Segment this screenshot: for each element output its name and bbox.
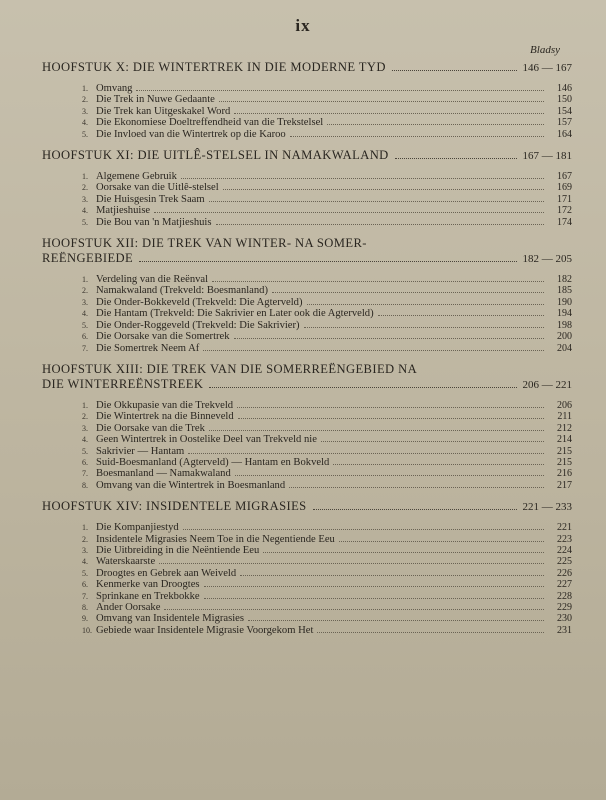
chapter-title-continued: DIE WINTERREËNSTREEK bbox=[42, 376, 204, 391]
toc-entry bbox=[82, 205, 572, 216]
entry-page: 226 bbox=[557, 567, 572, 579]
entry-title: Namakwaland (Trekveld: Boesmanland) bbox=[96, 285, 269, 297]
toc-entry bbox=[82, 297, 572, 308]
toc-entry bbox=[82, 83, 572, 94]
entry-page: 228 bbox=[557, 590, 572, 602]
toc-entry bbox=[82, 194, 572, 205]
chapter-title-continued: REËNGEBIEDE bbox=[42, 251, 134, 266]
chapter-page-range: 146 — 167 bbox=[522, 62, 572, 74]
entry-number: 2. bbox=[82, 534, 88, 544]
entry-title: Die Oorsake van die Trek bbox=[96, 422, 205, 434]
toc-entry bbox=[82, 274, 572, 285]
entry-number: 5. bbox=[82, 129, 88, 139]
entry-title: Sprinkane en Trekbokke bbox=[96, 590, 200, 602]
leader-dots bbox=[395, 158, 517, 159]
entry-page: 198 bbox=[557, 319, 572, 331]
entry-title: Insidentele Migrasies Neem Toe in die Negentiende Eeu bbox=[96, 533, 335, 545]
toc-entry bbox=[82, 94, 572, 105]
table-of-contents bbox=[42, 60, 572, 644]
entry-title: Die Huisgesin Trek Saam bbox=[96, 193, 205, 205]
entry-number: 3. bbox=[82, 194, 88, 204]
leader-dots bbox=[321, 441, 544, 442]
toc-entry bbox=[82, 285, 572, 296]
chapter-title: HOOFSTUK XII: DIE TREK VAN WINTER- NA SOMER- bbox=[42, 236, 367, 251]
toc-entry bbox=[82, 568, 572, 579]
entry-title: Geen Wintertrek in Oostelike Deel van Trekveld nie bbox=[96, 434, 317, 446]
entry-page: 217 bbox=[557, 479, 572, 491]
entry-page: 190 bbox=[557, 296, 572, 308]
entry-title: Verdeling van die Reënval bbox=[96, 274, 209, 286]
entry-page: 225 bbox=[557, 556, 572, 568]
entry-title: Matjieshuise bbox=[96, 205, 151, 217]
entry-number: 2. bbox=[82, 412, 88, 422]
entry-page: 215 bbox=[557, 456, 572, 468]
entry-page: 194 bbox=[557, 308, 572, 320]
chapter-page-range: 206 — 221 bbox=[522, 378, 572, 391]
entry-title: Die Uitbreiding in die Neëntiende Eeu bbox=[96, 544, 260, 556]
leader-dots bbox=[136, 90, 544, 91]
leader-dots bbox=[263, 552, 544, 553]
entry-number: 3. bbox=[82, 297, 88, 307]
entry-page: 182 bbox=[557, 274, 572, 286]
leader-dots bbox=[188, 453, 544, 454]
leader-dots bbox=[392, 70, 517, 71]
leader-dots bbox=[204, 598, 544, 599]
entry-number: 2. bbox=[82, 95, 88, 105]
toc-entry bbox=[82, 556, 572, 567]
entry-title: Oorsake van die Uitlê-stelsel bbox=[96, 182, 219, 194]
leader-dots bbox=[378, 315, 544, 316]
entry-title: Gebiede waar Insidentele Migrasie Voorgekom Het bbox=[96, 624, 314, 636]
entry-number: 2. bbox=[82, 183, 88, 193]
entry-page: 230 bbox=[557, 613, 572, 625]
entry-page: 211 bbox=[557, 411, 572, 423]
entry-page: 150 bbox=[557, 94, 572, 106]
entry-number: 3. bbox=[82, 106, 88, 116]
toc-entry bbox=[82, 446, 572, 457]
toc-entry bbox=[82, 625, 572, 636]
leader-dots bbox=[183, 529, 544, 530]
leader-dots bbox=[290, 136, 544, 137]
toc-entry bbox=[82, 182, 572, 193]
entry-number: 1. bbox=[82, 523, 88, 533]
chapter-title-line bbox=[42, 148, 572, 164]
entry-page: 167 bbox=[557, 171, 572, 183]
entry-number: 3. bbox=[82, 545, 88, 555]
page-column-header: Bladsy bbox=[530, 44, 560, 56]
chapter-title: HOOFSTUK X: DIE WINTERTREK IN DIE MODERNE TYD bbox=[42, 60, 386, 74]
toc-entry bbox=[82, 545, 572, 556]
toc-entry bbox=[82, 457, 572, 468]
entry-title: Boesmanland — Namakwaland bbox=[96, 468, 231, 480]
entry-title: Omvang van die Wintertrek in Boesmanland bbox=[96, 479, 286, 491]
entry-page: 171 bbox=[557, 193, 572, 205]
leader-dots bbox=[289, 487, 544, 488]
entry-page: 221 bbox=[557, 522, 572, 534]
entry-page: 215 bbox=[557, 445, 572, 457]
entry-number: 5. bbox=[82, 446, 88, 456]
entry-title: Die Invloed van die Wintertrek op die Karoo bbox=[96, 128, 286, 140]
entry-title: Ander Oorsake bbox=[96, 602, 161, 613]
entry-number: 4. bbox=[82, 118, 88, 128]
chapter-section bbox=[42, 362, 572, 491]
leader-dots bbox=[339, 541, 544, 542]
entry-number: 4. bbox=[82, 309, 88, 319]
entry-title: Omvang van Insidentele Migrasies bbox=[96, 613, 244, 625]
chapter-title: HOOFSTUK XIV: INSIDENTELE MIGRASIES bbox=[42, 499, 307, 514]
leader-dots bbox=[209, 387, 516, 388]
page-number: ix bbox=[295, 16, 311, 35]
leader-dots bbox=[248, 620, 544, 621]
toc-entry bbox=[82, 602, 572, 613]
entry-title: Die Bou van 'n Matjieshuis bbox=[96, 216, 212, 228]
leader-dots bbox=[139, 261, 516, 262]
toc-entry bbox=[82, 117, 572, 128]
chapter-title: HOOFSTUK XI: DIE UITLÊ-STELSEL IN NAMAKWALAND bbox=[42, 148, 389, 163]
entry-number: 9. bbox=[82, 614, 88, 624]
entry-number: 8. bbox=[82, 603, 88, 612]
leader-dots bbox=[203, 350, 544, 351]
entry-number: 4. bbox=[82, 206, 88, 216]
entry-number: 3. bbox=[82, 423, 88, 433]
toc-entry bbox=[82, 434, 572, 445]
entry-number: 2. bbox=[82, 286, 88, 296]
leader-dots bbox=[327, 124, 544, 125]
toc-entry bbox=[82, 171, 572, 182]
toc-entry bbox=[82, 480, 572, 491]
leader-dots bbox=[313, 509, 517, 510]
chapter-entry-list bbox=[42, 83, 572, 140]
entry-page: 172 bbox=[557, 205, 572, 217]
entry-number: 4. bbox=[82, 557, 88, 567]
entry-number: 6. bbox=[82, 332, 88, 342]
leader-dots bbox=[304, 327, 544, 328]
entry-title: Die Onder-Roggeveld (Trekveld: Die Sakrivier) bbox=[96, 319, 300, 331]
entry-page: 204 bbox=[557, 342, 572, 354]
entry-page: 206 bbox=[557, 399, 572, 411]
toc-entry bbox=[82, 522, 572, 533]
toc-entry bbox=[82, 534, 572, 545]
leader-dots bbox=[159, 563, 544, 564]
entry-page: 212 bbox=[557, 422, 572, 434]
leader-dots bbox=[209, 201, 544, 202]
entry-title: Die Trek in Nuwe Gedaante bbox=[96, 94, 215, 106]
entry-number: 1. bbox=[82, 400, 88, 410]
entry-page: 146 bbox=[557, 83, 572, 94]
entry-number: 6. bbox=[82, 580, 88, 590]
leader-dots bbox=[272, 292, 544, 293]
entry-title: Die Onder-Bokkeveld (Trekveld: Die Agterveld) bbox=[96, 296, 303, 308]
entry-number: 4. bbox=[82, 435, 88, 445]
leader-dots bbox=[234, 113, 544, 114]
entry-number: 1. bbox=[82, 275, 88, 285]
toc-entry bbox=[82, 106, 572, 117]
entry-title: Die Okkupasie van die Trekveld bbox=[96, 399, 234, 411]
leader-dots bbox=[238, 418, 544, 419]
leader-dots bbox=[333, 464, 544, 465]
leader-dots bbox=[235, 475, 544, 476]
entry-page: 224 bbox=[557, 544, 572, 556]
entry-page: 223 bbox=[557, 533, 572, 545]
chapter-section bbox=[42, 236, 572, 354]
entry-number: 10. bbox=[82, 625, 92, 635]
entry-title: Die Kompanjiestyd bbox=[96, 522, 179, 534]
leader-dots bbox=[317, 632, 544, 633]
chapter-title-line bbox=[42, 251, 572, 267]
toc-entry bbox=[82, 331, 572, 342]
leader-dots bbox=[219, 101, 544, 102]
entry-number: 5. bbox=[82, 320, 88, 330]
leader-dots bbox=[307, 304, 544, 305]
entry-number: 7. bbox=[82, 343, 88, 353]
entry-page: 214 bbox=[557, 434, 572, 446]
chapter-title: HOOFSTUK XIII: DIE TREK VAN DIE SOMERREËNGEBIED NA bbox=[42, 361, 418, 376]
chapter-entry-list bbox=[42, 274, 572, 354]
leader-dots bbox=[237, 407, 544, 408]
leader-dots bbox=[212, 281, 544, 282]
toc-entry bbox=[82, 308, 572, 319]
leader-dots bbox=[240, 575, 544, 576]
entry-page: 200 bbox=[557, 331, 572, 343]
entry-title: Waterskaarste bbox=[96, 556, 156, 568]
toc-entry bbox=[82, 320, 572, 331]
toc-entry bbox=[82, 411, 572, 422]
leader-dots bbox=[164, 609, 544, 610]
entry-page: 174 bbox=[557, 216, 572, 228]
toc-entry bbox=[82, 579, 572, 590]
toc-entry bbox=[82, 217, 572, 228]
toc-entry bbox=[82, 400, 572, 411]
entry-page: 154 bbox=[557, 105, 572, 117]
leader-dots bbox=[204, 586, 544, 587]
toc-entry bbox=[82, 423, 572, 434]
toc-entry bbox=[82, 129, 572, 140]
entry-title: Droogtes en Gebrek aan Weiveld bbox=[96, 567, 237, 579]
leader-dots bbox=[154, 212, 544, 213]
chapter-page-range: 182 — 205 bbox=[522, 253, 572, 266]
entry-page: 169 bbox=[557, 182, 572, 194]
entry-title: Die Somertrek Neem Af bbox=[96, 342, 200, 354]
entry-number: 8. bbox=[82, 480, 88, 490]
entry-page: 227 bbox=[557, 579, 572, 591]
entry-title: Omvang bbox=[96, 83, 133, 94]
chapter-section bbox=[42, 148, 572, 228]
entry-title: Suid-Boesmanland (Agterveld) — Hantam en Bokveld bbox=[96, 456, 330, 468]
entry-number: 6. bbox=[82, 457, 88, 467]
entry-page: 185 bbox=[557, 285, 572, 297]
entry-title: Algemene Gebruik bbox=[96, 171, 177, 183]
leader-dots bbox=[181, 178, 544, 179]
chapter-section bbox=[42, 499, 572, 636]
entry-title: Die Oorsake van die Somertrek bbox=[96, 331, 230, 343]
toc-entry bbox=[82, 613, 572, 624]
entry-title: Die Trek kan Uitgeskakel Word bbox=[96, 105, 231, 117]
entry-number: 5. bbox=[82, 568, 88, 578]
chapter-section bbox=[42, 60, 572, 140]
entry-title: Kenmerke van Droogtes bbox=[96, 579, 200, 591]
chapter-entry-list bbox=[42, 171, 572, 228]
entry-page: 164 bbox=[557, 128, 572, 140]
entry-number: 7. bbox=[82, 469, 88, 479]
chapter-page-range: 167 — 181 bbox=[522, 150, 572, 163]
entry-title: Sakrivier — Hantam bbox=[96, 445, 185, 457]
entry-page: 216 bbox=[557, 468, 572, 480]
chapter-title-line bbox=[42, 377, 572, 393]
leader-dots bbox=[209, 430, 544, 431]
leader-dots bbox=[216, 224, 545, 225]
entry-title: Die Hantam (Trekveld: Die Sakrivier en Later ook die Agterveld) bbox=[96, 308, 374, 320]
entry-page: 229 bbox=[557, 602, 572, 613]
leader-dots bbox=[234, 338, 544, 339]
entry-number: 7. bbox=[82, 591, 88, 601]
chapter-title-line bbox=[42, 60, 572, 76]
chapter-page-range: 221 — 233 bbox=[522, 501, 572, 514]
entry-number: 5. bbox=[82, 217, 88, 227]
chapter-entry-list bbox=[42, 400, 572, 491]
leader-dots bbox=[223, 189, 544, 190]
chapter-entry-list bbox=[42, 522, 572, 636]
entry-title: Die Ekonomiese Doeltreffendheid van die Trekstelsel bbox=[96, 117, 324, 129]
entry-number: 1. bbox=[82, 84, 88, 93]
entry-page: 157 bbox=[557, 117, 572, 129]
toc-entry bbox=[82, 343, 572, 354]
toc-entry bbox=[82, 468, 572, 479]
chapter-title-line bbox=[42, 499, 572, 515]
toc-entry bbox=[82, 591, 572, 602]
entry-number: 1. bbox=[82, 172, 88, 182]
entry-title: Die Wintertrek na die Binneveld bbox=[96, 411, 234, 423]
entry-page: 231 bbox=[557, 624, 572, 636]
